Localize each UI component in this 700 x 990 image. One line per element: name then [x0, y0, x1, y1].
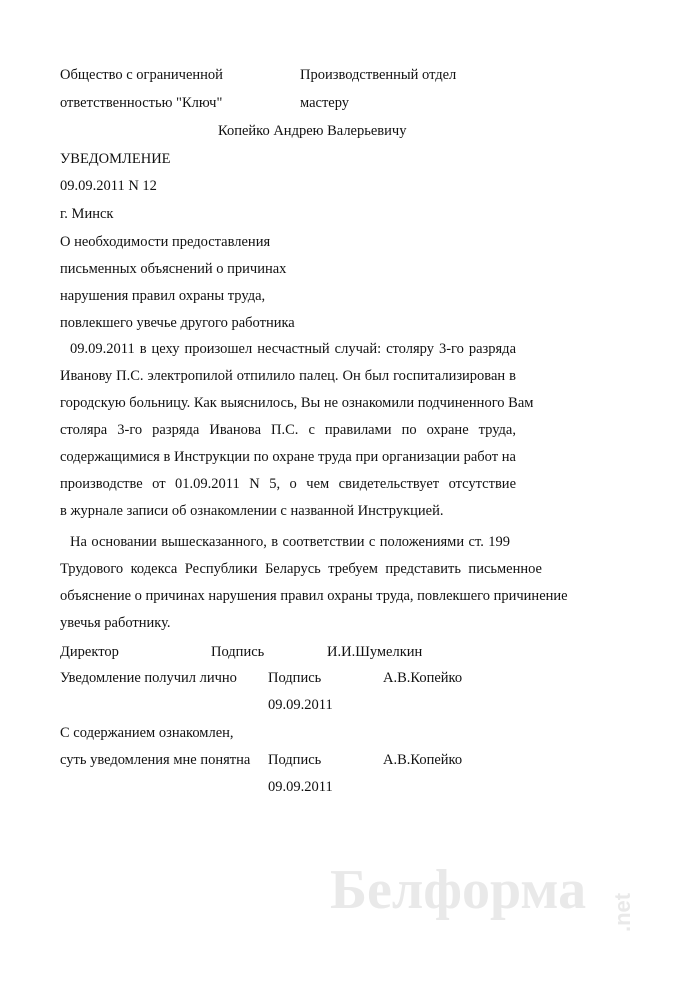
org-name-line2: ответственностью "Ключ"	[60, 95, 223, 111]
paragraph-line: производстве от 01.09.2011 N 5, о чем свидетельствует отсутствие	[60, 476, 516, 492]
received-date: 09.09.2011	[268, 697, 333, 713]
subject-line: письменных объяснений о причинах	[60, 261, 287, 277]
director-signature: Подпись	[211, 644, 265, 660]
received-signature: Подпись	[268, 670, 322, 686]
doc-date-number: 09.09.2011 N 12	[60, 178, 157, 194]
acquainted-date: 09.09.2011	[268, 779, 333, 795]
paragraph-line: 09.09.2011 в цеху произошел несчастный случай: столяру 3-го разряда	[70, 341, 516, 357]
acquainted-line2: суть уведомления мне понятна	[60, 752, 251, 768]
watermark-suffix: .net	[610, 892, 635, 932]
paragraph-line: содержащимися в Инструкции по охране труда при организации работ на	[60, 449, 516, 465]
acquainted-name: А.В.Копейко	[383, 752, 463, 768]
received-name: А.В.Копейко	[383, 670, 463, 686]
director-label: Директор	[60, 644, 119, 660]
acquainted-line1: С содержанием ознакомлен,	[60, 725, 234, 741]
paragraph-line: Иванову П.С. электропилой отпилило палец. Он был госпитализирован в	[60, 368, 516, 384]
paragraph-line: Трудового кодекса Республики Беларусь требуем представить письменное	[60, 561, 542, 577]
subject-line: О необходимости предоставления	[60, 234, 271, 250]
doc-city: г. Минск	[60, 206, 114, 222]
director-name: И.И.Шумелкин	[327, 644, 423, 660]
body-paragraph-2	[60, 529, 568, 637]
paragraph-line: столяра 3-го разряда Иванова П.С. с правилами по охране труда,	[60, 422, 516, 438]
watermark-logo: Белформа	[330, 859, 587, 921]
received-label: Уведомление получил лично	[60, 670, 237, 686]
acquainted-signature: Подпись	[268, 752, 322, 768]
subject-line: нарушения правил охраны труда,	[60, 288, 266, 304]
paragraph-line: На основании вышесказанного, в соответствии с положениями ст. 199	[70, 534, 510, 550]
body-paragraph-1	[60, 336, 534, 525]
paragraph-line: в журнале записи об ознакомлении с названной Инструкцией.	[60, 503, 444, 519]
recipient-name: Копейко Андрею Валерьевичу	[218, 123, 407, 139]
dept-line2: мастеру	[300, 95, 350, 111]
dept-line1: Производственный отдел	[300, 67, 457, 83]
paragraph-line: городскую больницу. Как выяснилось, Вы не ознакомили подчиненного Вам	[60, 395, 534, 411]
paragraph-line: увечья работнику.	[60, 615, 171, 631]
paragraph-line: объяснение о причинах нарушения правил охраны труда, повлекшего причинение	[60, 588, 568, 604]
org-name-line1: Общество с ограниченной	[60, 67, 223, 83]
subject-line: повлекшего увечье другого работника	[60, 315, 295, 331]
doc-title: УВЕДОМЛЕНИЕ	[60, 151, 171, 167]
